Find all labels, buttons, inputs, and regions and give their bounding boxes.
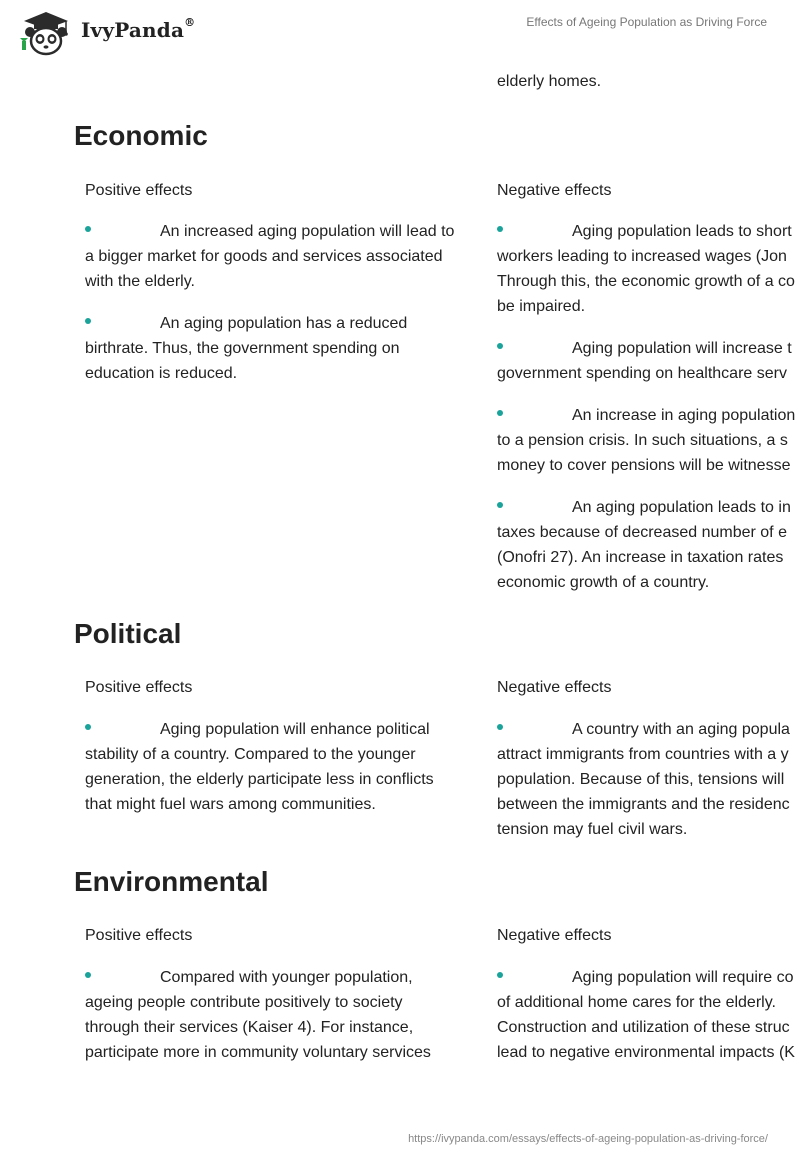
environmental-positive-label: Positive effects	[85, 927, 193, 944]
bullet-dot-icon	[497, 724, 503, 730]
bullet-text-line: education is reduced.	[85, 365, 238, 382]
bullet-text-line: stability of a country. Compared to the younger	[85, 746, 416, 763]
bullet-dot-icon	[497, 226, 503, 232]
bullet-text-line: with the elderly.	[85, 273, 195, 290]
continued-text: elderly homes.	[497, 73, 602, 90]
bullet-dot-icon	[497, 502, 503, 508]
bullet-item	[497, 965, 800, 1065]
bullet-text-line: attract immigrants from countries with a y	[497, 746, 789, 763]
bullet-text-line: An aging population has a reduced	[160, 315, 408, 332]
environmental-positive-list	[85, 965, 468, 1082]
economic-positive-list	[85, 219, 468, 403]
bullet-dot-icon	[85, 226, 91, 232]
bullet-text-line: participate more in community voluntary services	[85, 1044, 431, 1061]
bullet-text-line: Aging population leads to short	[572, 223, 792, 240]
economic-negative-label: Negative effects	[497, 182, 612, 199]
bullet-text-line: tension may fuel civil wars.	[497, 821, 688, 838]
bullet-item	[85, 965, 468, 1065]
document-title: Effects of Ageing Population as Driving Force	[526, 15, 767, 29]
bullet-item	[497, 495, 800, 595]
bullet-text-line: of additional home cares for the elderly.	[497, 994, 776, 1011]
bullet-dot-icon	[497, 972, 503, 978]
political-negative-list	[497, 717, 800, 859]
bullet-item	[497, 336, 800, 386]
bullet-text-line: Aging population will require co	[572, 969, 794, 986]
bullet-text-line: taxes because of decreased number of e	[497, 524, 787, 541]
bullet-text-line: between the immigrants and the residenc	[497, 796, 790, 813]
bullet-dot-icon	[85, 318, 91, 324]
bullet-item	[497, 717, 800, 842]
bullet-text-line: Compared with younger population,	[160, 969, 413, 986]
bullet-dot-icon	[85, 724, 91, 730]
bullet-dot-icon	[497, 410, 503, 416]
bullet-item	[497, 219, 800, 319]
bullet-text-line: to a pension crisis. In such situations, a s	[497, 432, 788, 449]
bullet-text-line: be impaired.	[497, 298, 586, 315]
bullet-text-line: a bigger market for goods and services associated	[85, 248, 443, 265]
bullet-text-line: birthrate. Thus, the government spending on	[85, 340, 400, 357]
section-heading-environmental: Environmental	[74, 866, 269, 897]
bullet-text-line: workers leading to increased wages (Jon	[497, 248, 787, 265]
footer-url[interactable]: https://ivypanda.com/essays/effects-of-ageing-population-as-driving-force/	[408, 1133, 768, 1145]
environmental-negative-label: Negative effects	[497, 927, 612, 944]
economic-positive-label: Positive effects	[85, 182, 193, 199]
bullet-text-line: through their services (Kaiser 4). For instance,	[85, 1019, 414, 1036]
bullet-text-line: economic growth of a country.	[497, 574, 710, 591]
bullet-text-line: lead to negative environmental impacts (K	[497, 1044, 795, 1061]
political-positive-list	[85, 717, 468, 834]
panda-graduate-logo-icon[interactable]	[16, 8, 76, 58]
bullet-text-line: Construction and utilization of these struc	[497, 1019, 790, 1036]
bullet-item	[85, 219, 468, 294]
bullet-dot-icon	[85, 972, 91, 978]
section-heading-economic: Economic	[74, 120, 208, 151]
political-positive-label: Positive effects	[85, 679, 193, 696]
bullet-text-line: ageing people contribute positively to society	[85, 994, 403, 1011]
bullet-dot-icon	[497, 343, 503, 349]
page-header	[0, 0, 800, 70]
brand-name[interactable]: IvyPanda®	[81, 16, 196, 42]
bullet-item	[85, 717, 468, 817]
environmental-negative-list	[497, 965, 800, 1082]
bullet-text-line: An aging population leads to in	[572, 499, 791, 516]
bullet-text-line: generation, the elderly participate less in conflicts	[85, 771, 434, 788]
economic-negative-list	[497, 219, 800, 612]
bullet-text-line: money to cover pensions will be witnesse	[497, 457, 791, 474]
section-heading-political: Political	[74, 618, 182, 649]
bullet-text-line: Aging population will enhance political	[160, 721, 430, 738]
bullet-text-line: (Onofri 27). An increase in taxation rates	[497, 549, 784, 566]
bullet-text-line: An increased aging population will lead to	[160, 223, 455, 240]
bullet-item	[497, 403, 800, 478]
bullet-text-line: An increase in aging population	[572, 407, 796, 424]
political-negative-label: Negative effects	[497, 679, 612, 696]
bullet-text-line: population. Because of this, tensions will	[497, 771, 785, 788]
bullet-text-line: Aging population will increase t	[572, 340, 792, 357]
bullet-text-line: Through this, the economic growth of a co	[497, 273, 795, 290]
bullet-item	[85, 311, 468, 386]
bullet-text-line: A country with an aging popula	[572, 721, 790, 738]
bullet-text-line: government spending on healthcare serv	[497, 365, 787, 382]
bullet-text-line: that might fuel wars among communities.	[85, 796, 376, 813]
